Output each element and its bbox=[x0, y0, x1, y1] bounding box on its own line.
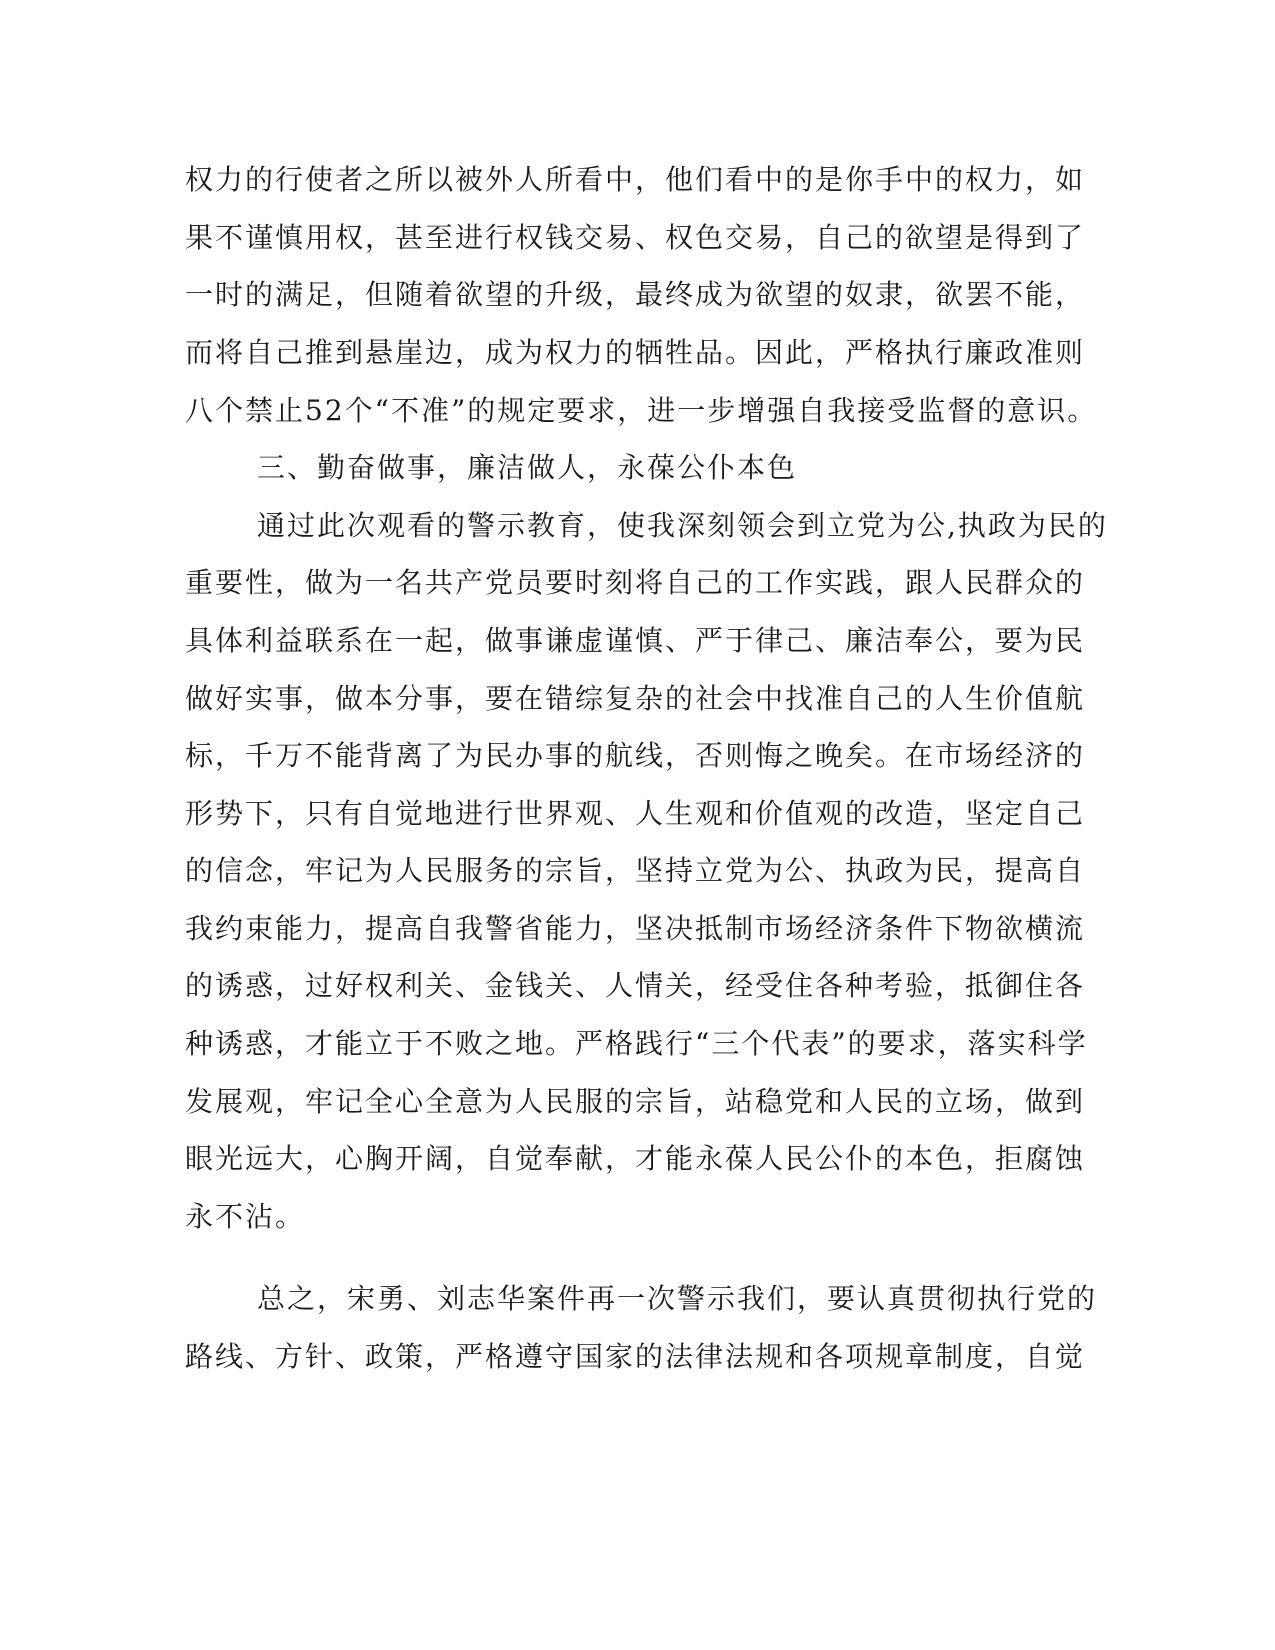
paragraph-3-line-12: 眼光远大，心胸开阔，自觉奉献，才能永葆人民公仆的本色，拒腐蚀 bbox=[185, 1142, 1086, 1175]
section-heading: 三、勤奋做事，廉洁做人，永葆公仆本色 bbox=[257, 451, 798, 484]
paragraph-3-line-9: 的诱惑，过好权利关、金钱关、人情关，经受住各种考验，抵御住各 bbox=[185, 969, 1086, 1002]
paragraph-1-line-4: 而将自己推到悬崖边，成为权力的牺牲品。因此，严格执行廉政准则 bbox=[185, 336, 1086, 369]
paragraph-3-line-8: 我约束能力，提高自我警省能力，坚决抵制市场经济条件下物欲横流 bbox=[185, 912, 1086, 945]
paragraph-3-line-5: 标，千万不能背离了为民办事的航线，否则悔之晚矣。在市场经济的 bbox=[185, 739, 1086, 772]
paragraph-3-line-4: 做好实事，做本分事，要在错综复杂的社会中找准自己的人生价值航 bbox=[185, 682, 1086, 715]
paragraph-4-line-1: 总之，宋勇、刘志华案件再一次警示我们，要认真贯彻执行党的 bbox=[257, 1282, 1098, 1315]
paragraph-1-line-2: 果不谨慎用权，甚至进行权钱交易、权色交易，自己的欲望是得到了 bbox=[185, 221, 1086, 254]
paragraph-1-line-5: 八个禁止52个“不准”的规定要求，进一步增强自我接受监督的意识。 bbox=[185, 394, 1098, 427]
paragraph-3-line-2: 重要性，做为一名共产党员要时刻将自己的工作实践，跟人民群众的 bbox=[185, 566, 1086, 599]
paragraph-3-line-7: 的信念，牢记为人民服务的宗旨，坚持立党为公、执政为民，提高自 bbox=[185, 854, 1086, 887]
paragraph-1-line-3: 一时的满足，但随着欲望的升级，最终成为欲望的奴隶，欲罢不能， bbox=[185, 278, 1086, 311]
paragraph-1-line-1: 权力的行使者之所以被外人所看中，他们看中的是你手中的权力，如 bbox=[185, 163, 1086, 196]
paragraph-3-line-11: 发展观，牢记全心全意为人民服的宗旨，站稳党和人民的立场，做到 bbox=[185, 1085, 1086, 1118]
paragraph-3-line-6: 形势下，只有自觉地进行世界观、人生观和价值观的改造，坚定自己 bbox=[185, 797, 1086, 830]
paragraph-3-line-3: 具体利益联系在一起，做事谦虚谨慎、严于律己、廉洁奉公，要为民 bbox=[185, 624, 1086, 657]
paragraph-3-line-10: 种诱惑，才能立于不败之地。严格践行“三个代表”的要求，落实科学 bbox=[185, 1027, 1088, 1060]
paragraph-4-line-2: 路线、方针、政策，严格遵守国家的法律法规和各项规章制度，自觉 bbox=[185, 1340, 1086, 1373]
paragraph-3-line-1: 通过此次观看的警示教育，使我深刻领会到立党为公,执政为民的 bbox=[257, 509, 1108, 542]
paragraph-3-line-13: 永不沾。 bbox=[185, 1200, 306, 1233]
